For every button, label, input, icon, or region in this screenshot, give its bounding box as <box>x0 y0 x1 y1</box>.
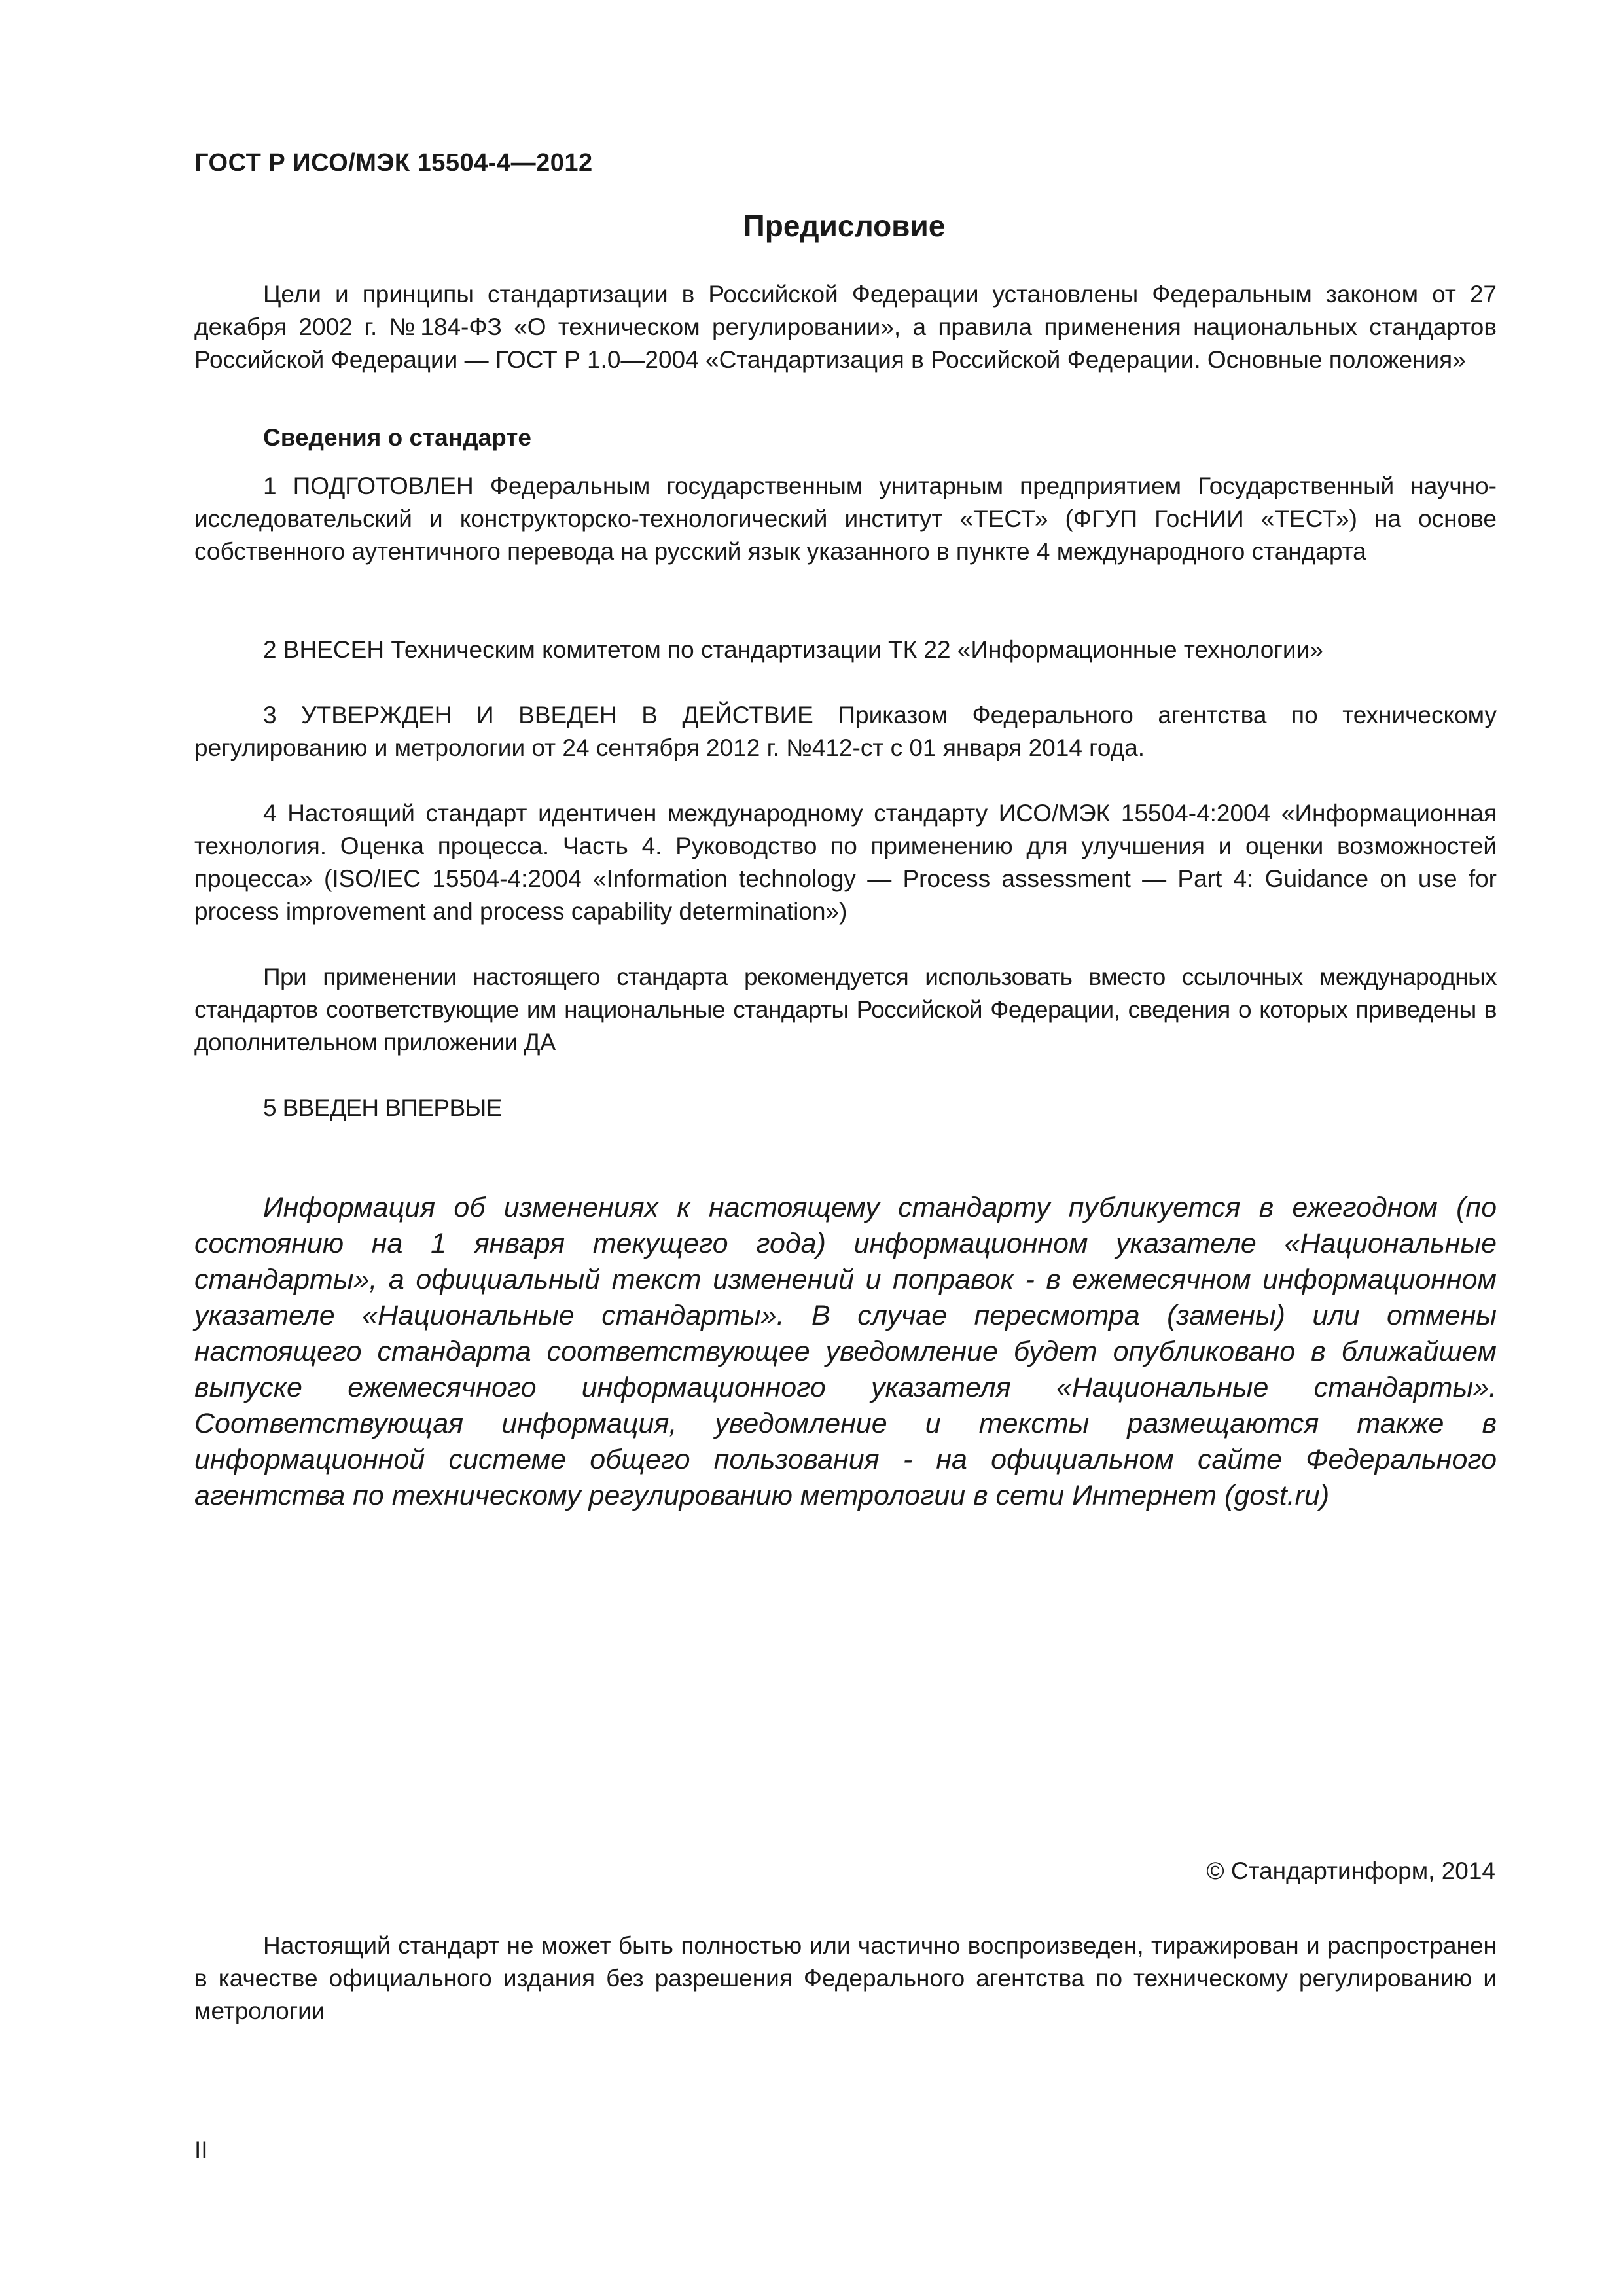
item-3-paragraph: 3 УТВЕРЖДЕН И ВВЕДЕН В ДЕЙСТВИЕ Приказом Федерального агентства по техническому регулированию и метрологии от 24 сентября 2012 г. №412-ст с 01 января 2014 года. <box>194 702 1497 761</box>
standard-info-heading: Сведения о стандарте <box>263 424 531 451</box>
intro-paragraph: Цели и принципы стандартизации в Российской Федерации установлены Федеральным законом от 27 декабря 2002 г. №184-ФЗ «О техническом регулировании», а правила применения национальных стандартов Российской Федерации — ГОСТ Р 1.0—2004 «Стандартизация в Российской Федерации. Основные положения» <box>194 281 1497 373</box>
info-notice-paragraph: Информация об изменениях к настоящему стандарту публикуется в ежегодном (по состоянию на 1 января текущего года) информационном указателе «Национальные стандарты», а официальный текст изменений и поправок - в ежемесячном информационном указателе «Национальные стандарты». В случае пересмотра (замены) или отмены настоящего стандарта соответствующее уведомление будет опубликовано в ближайшем выпуске ежемесячного информационного указателя «Национальные стандарты». Соответствующая информация, уведомление и тексты размещаются также в информационной системе общего пользования - на официальном сайте Федерального агентства по техническому регулированию метрологии в сети Интернет (gost.ru) <box>194 1192 1497 1511</box>
item-1-paragraph: 1 ПОДГОТОВЛЕН Федеральным государственным унитарным предприятием Государственный научно-исследовательский и конструкторско-технологический институт «ТЕСТ» (ФГУП ГосНИИ «ТЕСТ») на основе собственного аутентичного перевода на русский язык указанного в пункте 4 международного стандарта <box>194 473 1497 565</box>
reproduction-notice-paragraph: Настоящий стандарт не может быть полностью или частично воспроизведен, тиражирован и распространен в качестве официального издания без разрешения Федерального агентства по техническому регулированию и метрологии <box>194 1932 1497 2024</box>
note-paragraph: При применении настоящего стандарта рекомендуется использовать вместо ссылочных международных стандартов соответствующие им национальные стандарты Российской Федерации, сведения о которых приведены в дополнительном приложении ДА <box>194 963 1497 1056</box>
page-title: Предисловие <box>743 209 946 243</box>
page-number: II <box>194 2136 208 2163</box>
copyright-line: © Стандартинформ, 2014 <box>1206 1857 1495 1884</box>
item-5-paragraph: 5 ВВЕДЕН ВПЕРВЫЕ <box>263 1094 502 1121</box>
item-2-paragraph: 2 ВНЕСЕН Техническим комитетом по стандартизации ТК 22 «Информационные технологии» <box>263 636 1323 663</box>
item-4-paragraph: 4 Настоящий стандарт идентичен международному стандарту ИСО/МЭК 15504-4:2004 «Информационная технология. Оценка процесса. Часть 4. Руководство по применению для улучшения и оценки возможностей процесса» (ISO/IEC 15504-4:2004 «Information technology — Process assessment — Part 4: Guidance on use for process improvement and process capability determination») <box>194 800 1497 925</box>
document-code: ГОСТ Р ИСО/МЭК 15504-4—2012 <box>194 149 593 177</box>
